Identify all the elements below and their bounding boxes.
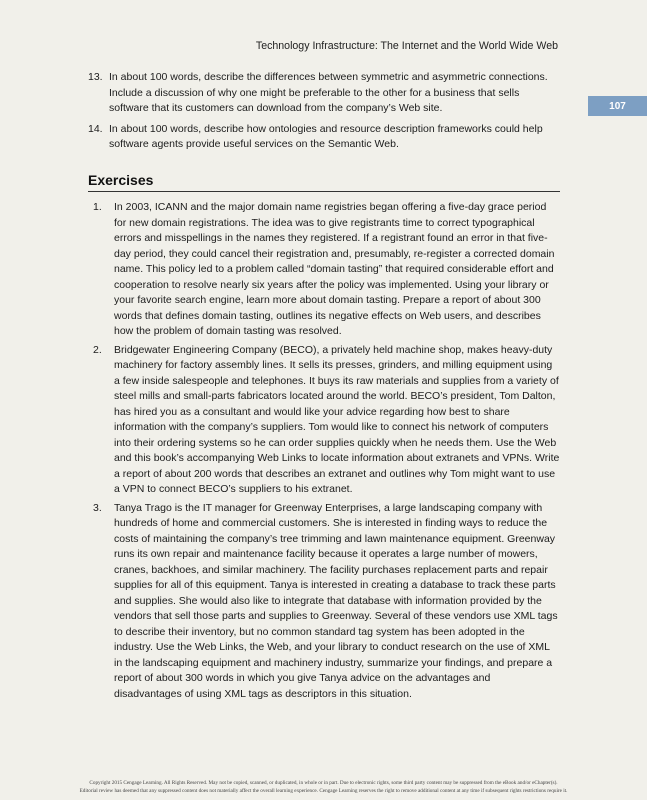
exercise-text: In 2003, ICANN and the major domain name registries began offering a five-day grace period for new domain registrations. The idea was to give registrants time to correct typographical errors and misspellings in the names they registered. If a registrant found an error in that five-day period, they could cancel their registration and, presumably, re-register a corrected domain name. This policy led to a problem called “domain tasting” that required considerable effort and cooperation to resolve nearly six years after the policy was implemented. Using your library or your favorite search engine, learn more about domain tasting. Prepare a report of about 300 words that defines domain tasting, outlines its negative effects on Web users, and describes how the problem of domain tasting was resolved. xyxy=(114,201,555,337)
question-number: 13. xyxy=(88,71,103,83)
exercise-number: 3. xyxy=(93,501,102,514)
exercise-text: Bridgewater Engineering Company (BECO), a privately held machine shop, makes heavy-duty machinery for factory assembly lines. It sells its presses, grinders, and milling equipment using a few inside salespeople and telephones. It buys its raw materials and supplies from a variety of steel mills and small-parts fabricators located around the world. BECO’s president, Tom Dalton, has hired you as a consultant and would like your advice regarding how best to share information with the company’s suppliers. Tom would like to connect his network of computers into their ordering systems so he can order supplies quickly when he needs them. Use the Web and this book’s accompanying Web Links to locate information about extranets and VPNs. Write a report of about 200 words that describes an extranet and outlines why Tom might want to use a VPN to connect BECO’s suppliers to his extranet. xyxy=(114,343,560,495)
page-number-tab: 107 xyxy=(588,96,647,116)
exercises-list xyxy=(93,200,560,702)
exercises-heading: Exercises xyxy=(88,172,560,192)
exercise-item xyxy=(93,501,560,703)
exercise-item xyxy=(93,200,560,340)
editorial-notice: Editorial review has deemed that any suppressed content does not materially affect the overall learning experience. Cengage Learning reserves the right to remove additional content at any time if subsequent rights restrictions require it. xyxy=(79,788,568,794)
question-item xyxy=(88,122,560,153)
running-head: Technology Infrastructure: The Internet and the World Wide Web xyxy=(255,40,558,52)
exercise-number: 1. xyxy=(93,201,102,213)
question-item xyxy=(88,70,560,117)
copyright-notice: Copyright 2015 Cengage Learning. All Rights Reserved. May not be copied, scanned, or duplicated, in whole or in part. Due to electronic rights, some third party content may be suppressed from the eBook and/or eChapter(s). xyxy=(89,780,558,786)
question-number: 14. xyxy=(88,122,103,135)
exercise-number: 2. xyxy=(93,343,102,356)
question-text: In about 100 words, describe the differences between symmetric and asymmetric connections. Include a discussion of why one might be preferable to the other for a business that sells software that its customers can download from the company’s Web site. xyxy=(109,71,548,114)
exercise-item xyxy=(93,343,560,498)
exercise-text: Tanya Trago is the IT manager for Greenway Enterprises, a large landscaping company with hundreds of home and commercial customers. She is interested in finding ways to reduce the costs of maintaining the company’s tree trimming and lawn maintenance equipment. Greenway runs its own repair and maintenance facility because it operates a large number of mowers, cranes, backhoes, and similar machinery. The facility purchases replacement parts and repair supplies for all of this equipment. Tanya is interested in creating a database to track these parts and supplies. She would also like to integrate that database with information provided by the vendors that sell those parts and supplies to Greenway. Several of these vendors use XML tags to describe their inventory, but no common standard tag system has been adopted in the industry. Use the Web Links, the Web, and your library to conduct research on the use of XML in the landscaping equipment and machinery industry, summarize your findings, and prepare a report of about 300 words in which you give Tanya advice on the advantages and disadvantages of using XML tags as descriptors in this situation. xyxy=(114,501,558,700)
question-text: In about 100 words, describe how ontologies and resource description frameworks could help software agents provide useful services on the Semantic Web. xyxy=(109,122,543,150)
review-questions-list xyxy=(88,70,560,153)
